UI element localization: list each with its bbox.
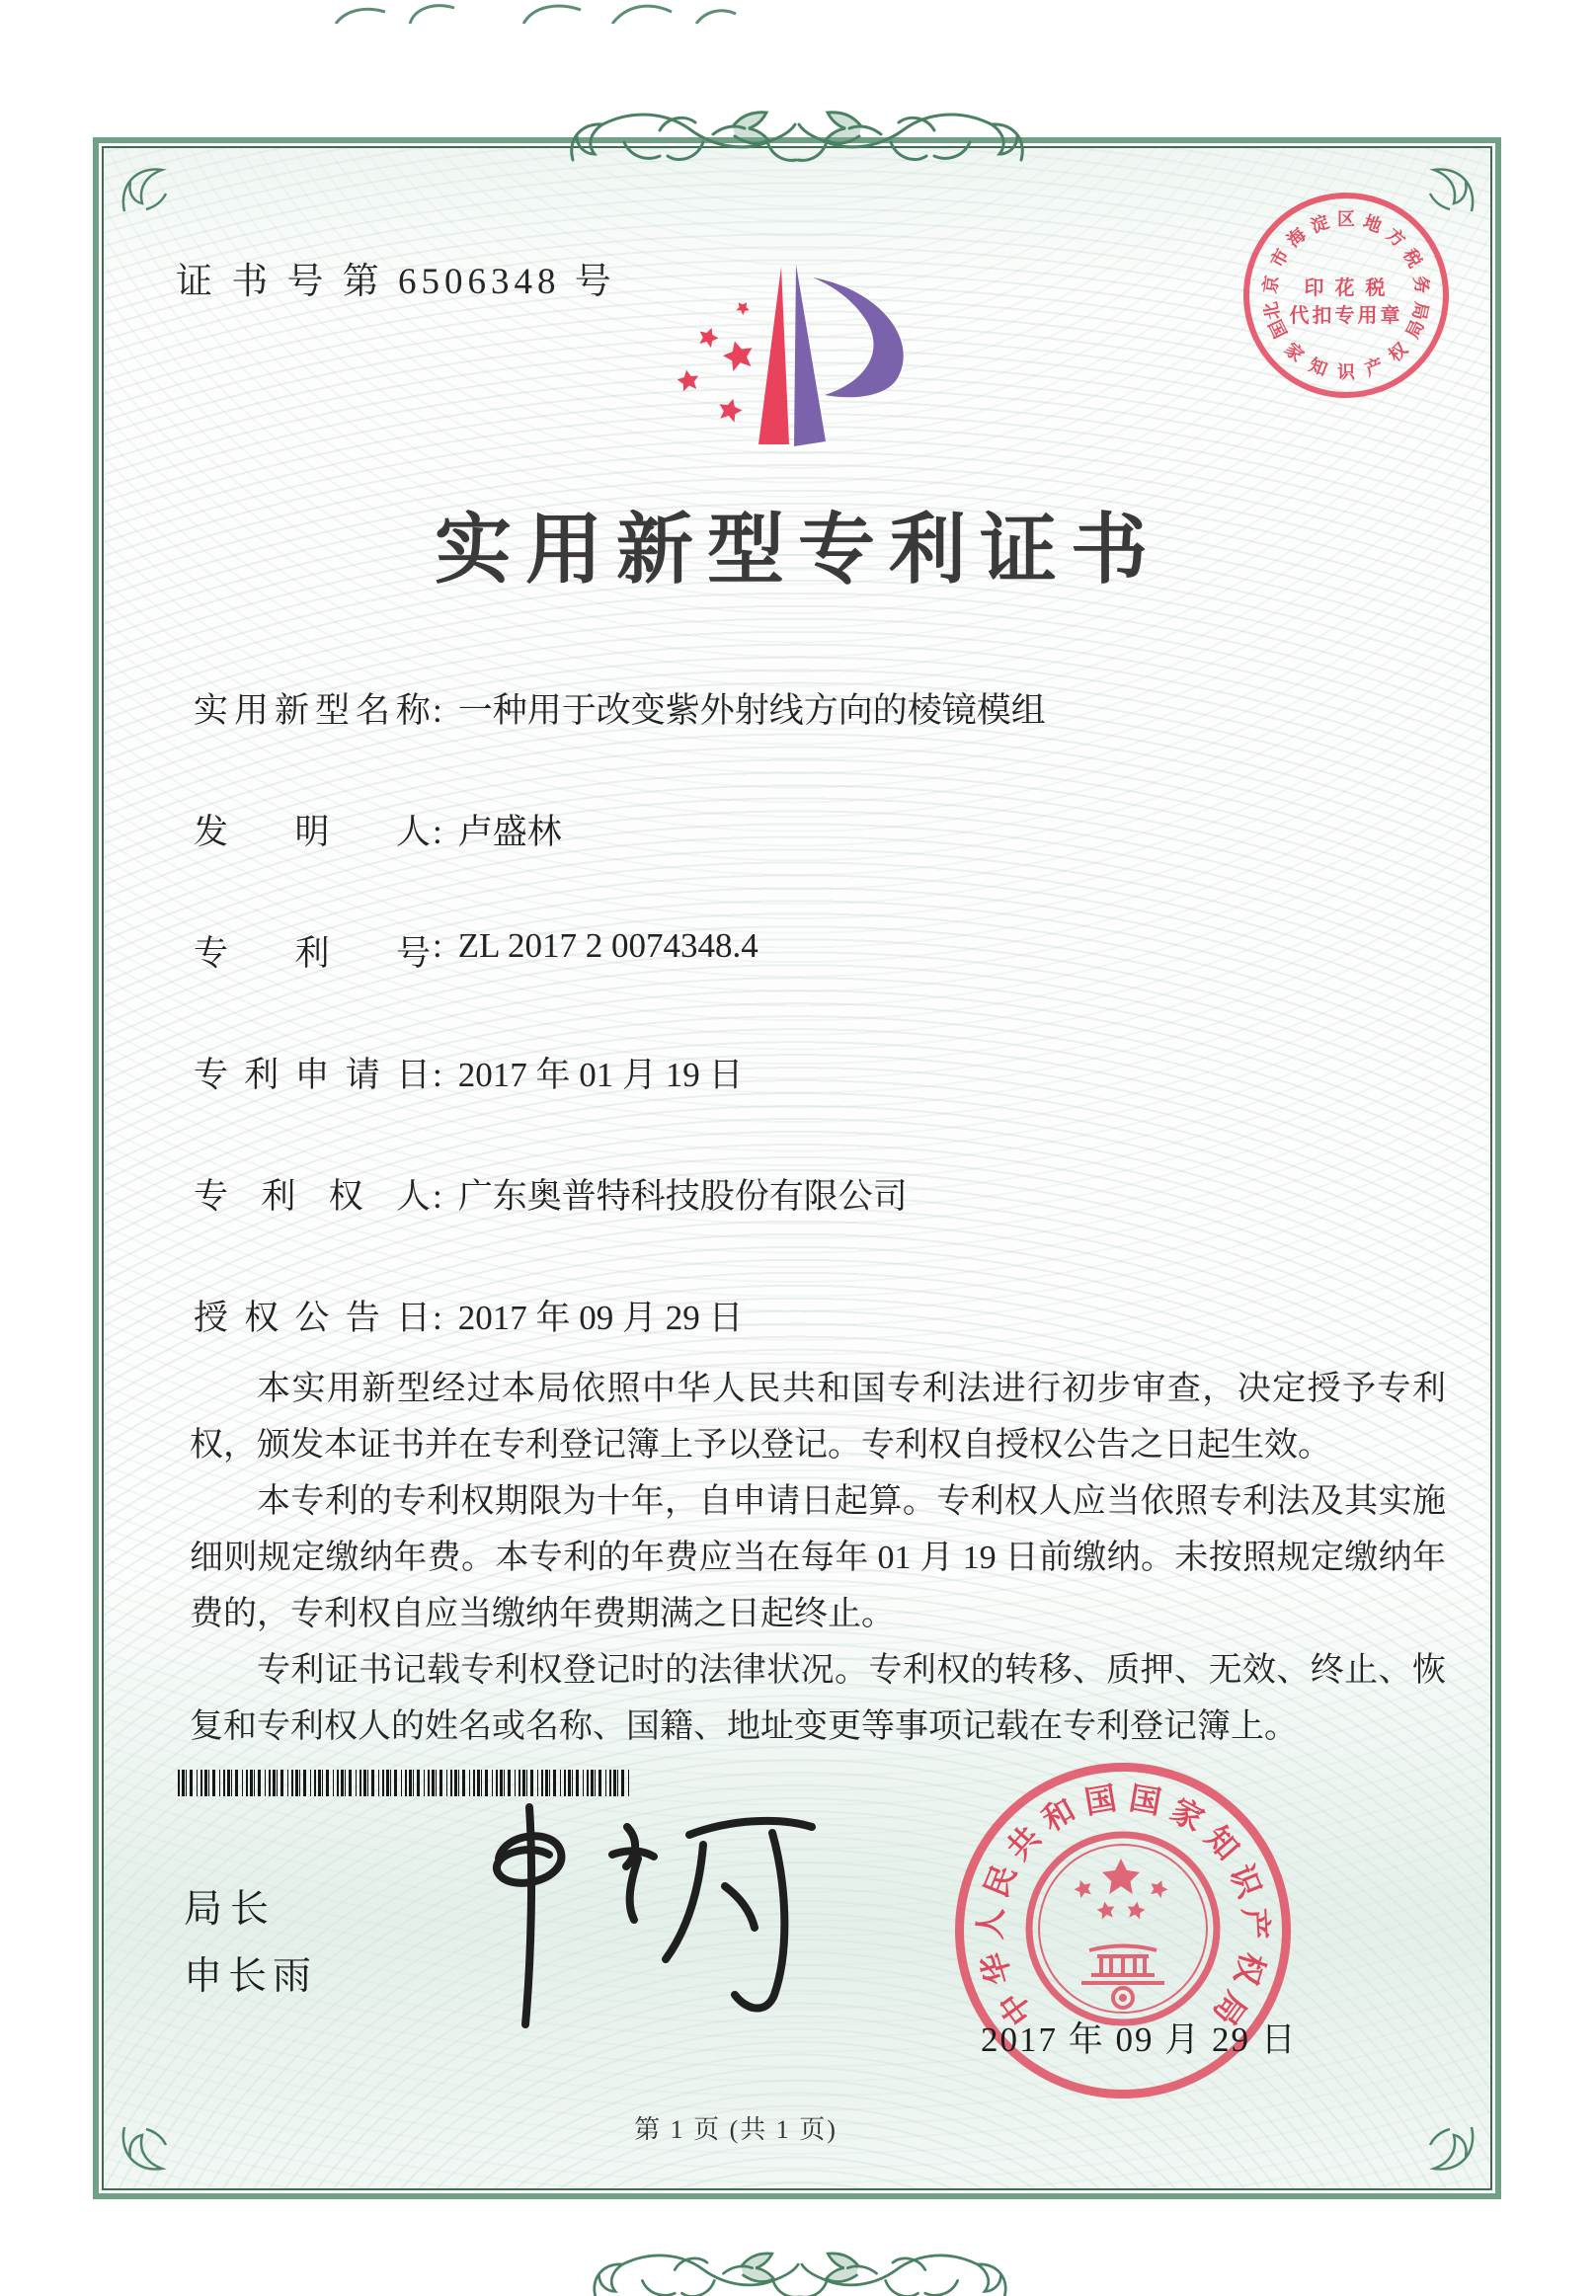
paragraph-grant: 本实用新型经过本局依照中华人民共和国专利法进行初步审查，决定授予专利权，颁发本证书并在专利登记簿上予以登记。专利权自授权公告之日起生效。 xyxy=(190,1371,1446,1464)
paragraph-register: 专利证书记载专利权登记时的法律状况。专利权的转移、质押、无效、终止、恢复和专利权人的姓名或名称、国籍、地址变更等事项记载在专利登记簿上。 xyxy=(190,1652,1446,1745)
certificate-title: 实用新型专利证书 xyxy=(434,507,1162,593)
cnipa-official-seal: 中 华 人 民 共 和 国 国 家 知 识 产 权 局 xyxy=(955,1763,1291,2098)
field-value: ZL 2017 2 0074348.4 xyxy=(457,926,758,965)
field-value: 2017 年 09 月 29 日 xyxy=(457,1299,744,1337)
field-value: 一种用于改变紫外射线方向的棱镜模组 xyxy=(457,691,1046,730)
dragon-ornament-top xyxy=(565,91,1029,237)
field-label: 专 利 权 人 xyxy=(194,1177,431,1216)
cnipa-logo xyxy=(665,263,912,452)
corner-flourish-top-left xyxy=(117,160,176,219)
field-inventor: 发 明 人 : 卢盛林 xyxy=(194,805,562,854)
field-label: 授 权 公 告 日 xyxy=(194,1299,431,1337)
page-number-footer: 第 1 页 (共 1 页) xyxy=(634,2115,838,2144)
field-label: 发 明 人 xyxy=(194,813,431,851)
field-filing-date: 专 利 申 请 日 : 2017 年 01 月 19 日 xyxy=(194,1048,744,1097)
field-value: 卢盛林 xyxy=(457,813,562,851)
dragon-ornament-bottom xyxy=(588,2234,1012,2296)
field-label: 专 利 申 请 日 xyxy=(194,1056,431,1094)
stamp-center-line-1: 印 花 税 xyxy=(1304,277,1389,299)
corner-flourish-bottom-right xyxy=(1420,2119,1479,2178)
grant-date-stamp: 2017 年 09 月 29 日 xyxy=(981,2020,1298,2059)
legal-text-block xyxy=(190,1361,1446,1755)
commissioner-signature xyxy=(444,1799,830,2031)
national-emblem xyxy=(1014,1822,1232,2039)
paragraph-term-fees: 本专利的专利权期限为十年，自申请日起算。专利权人应当依照专利法及其实施细则规定缴纳年费。本专利的年费应当在每年 01 月 19 日前缴纳。未按照规定缴纳年费的，专利权自应当缴纳年费期满之日起终止。 xyxy=(190,1483,1446,1632)
field-utility-model-name: 实 用 新 型 名 称 : 一种用于改变紫外射线方向的棱镜模组 xyxy=(194,683,1046,733)
stamp-center-line-2: 代扣专用章 xyxy=(1289,305,1403,327)
field-grant-date: 授 权 公 告 日 : 2017 年 09 月 29 日 xyxy=(194,1291,744,1340)
barcode xyxy=(178,1770,630,1796)
field-label: 专 利 号 xyxy=(194,934,431,973)
field-label: 实 用 新 型 名 称 xyxy=(194,691,431,730)
corner-flourish-bottom-left xyxy=(117,2119,176,2178)
field-value: 广东奥普特科技股份有限公司 xyxy=(457,1177,908,1216)
top-edge-ornament-fragments xyxy=(316,0,751,24)
field-patentee: 专 利 权 人 : 广东奥普特科技股份有限公司 xyxy=(194,1169,908,1219)
stamp-duty-seal: 北 京 市 海 淀 区 地 方 税 务 局 印 花 税 代扣专用章 国 家 知 识 产 权 局 xyxy=(1243,193,1449,398)
field-patent-number: 专 利 号 : ZL 2017 2 0074348.4 xyxy=(194,926,758,976)
commissioner-name: 申长雨 xyxy=(184,1955,318,1998)
field-value: 2017 年 01 月 19 日 xyxy=(457,1056,744,1094)
commissioner-title: 局长 xyxy=(184,1888,278,1931)
certificate-number: 证 书 号 第 6506348 号 xyxy=(176,262,616,302)
